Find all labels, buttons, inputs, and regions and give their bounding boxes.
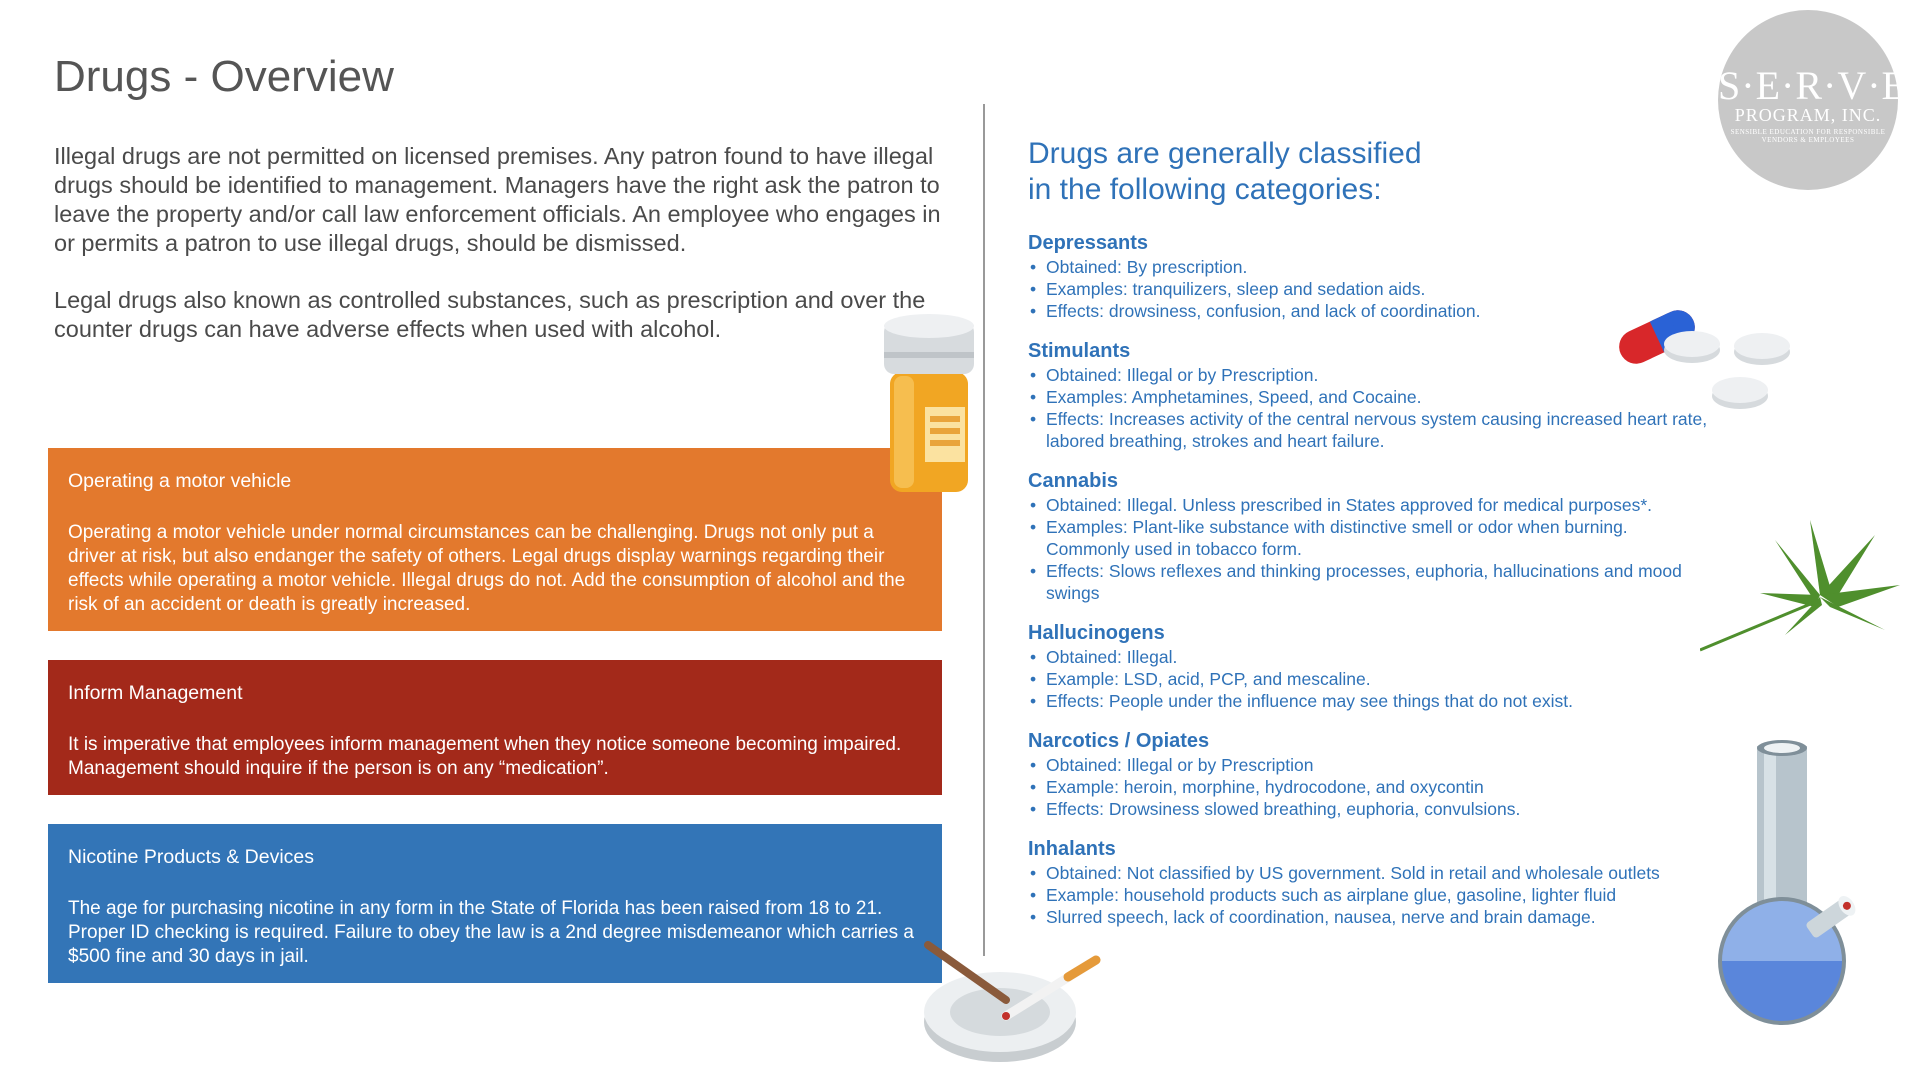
category-item: • Effects: People under the influence may see things that do not exist. [1028, 690, 1708, 712]
category-item: • Effects: Slows reflexes and thinking processes, euphoria, hallucinations and mood swings [1028, 560, 1708, 604]
category-item: • Examples: tranquilizers, sleep and sedation aids. [1028, 278, 1708, 300]
serve-logo: S·E·R·V·E PROGRAM, INC. SENSIBLE EDUCATION FOR RESPONSIBLE VENDORS & EMPLOYEES [1718, 10, 1898, 190]
category-list [1028, 232, 1708, 946]
capsule-pills-icon [1612, 292, 1812, 422]
category-narcotics [1028, 730, 1708, 820]
category-item: • Slurred speech, lack of coordination, nausea, nerve and brain damage. [1028, 906, 1708, 928]
category-name: Cannabis [1028, 470, 1119, 492]
motor-vehicle-box [48, 448, 942, 631]
cannabis-leaf-icon [1700, 515, 1905, 655]
category-depressants [1028, 232, 1708, 322]
column-divider [983, 104, 985, 956]
category-item: • Example: heroin, morphine, hydrocodone, and oxycontin [1028, 776, 1708, 798]
category-item: • Effects: Drowsiness slowed breathing, euphoria, convulsions. [1028, 798, 1708, 820]
category-cannabis [1028, 470, 1708, 604]
category-item: • Obtained: Illegal or by Prescription [1028, 754, 1708, 776]
category-item: • Effects: Increases activity of the central nervous system causing increased heart rate, labored breathing, strokes and heart failure. [1028, 408, 1708, 452]
nicotine-box [48, 824, 942, 983]
category-name: Depressants [1028, 232, 1149, 254]
box-body: It is imperative that employees inform management when they notice someone becoming impaired. Management should inquire if the person is on any “medication”. [68, 734, 902, 779]
category-item: • Obtained: By prescription. [1028, 256, 1708, 278]
category-inhalants [1028, 838, 1708, 928]
box-body: Operating a motor vehicle under normal circumstances can be challenging. Drugs not only put a driver at risk, but also endanger the safety of others. Legal drugs display warnings regarding their effects while operating a motor vehicle. Illegal drugs do not. Add the consumption of alcohol and the risk of an accident or death is greatly increased. [68, 522, 906, 615]
category-item: • Obtained: Not classified by US government. Sold in retail and wholesale outlets [1028, 862, 1708, 884]
category-item: • Obtained: Illegal. Unless prescribed in States approved for medical purposes*. [1028, 494, 1708, 516]
category-hallucinogens [1028, 622, 1708, 712]
category-item: • Examples: Plant-like substance with distinctive smell or odor when burning. Commonly used in tobacco form. [1028, 516, 1708, 560]
page-title: Drugs - Overview [54, 52, 394, 101]
category-name: Stimulants [1028, 340, 1131, 362]
inform-management-box [48, 660, 942, 795]
box-title: Inform Management [68, 682, 243, 704]
intro-text [54, 142, 944, 372]
intro-paragraph-2: Legal drugs also known as controlled substances, such as prescription and over the counter drugs can have adverse effects when used with alcohol. [54, 287, 926, 342]
box-title: Operating a motor vehicle [68, 470, 292, 492]
category-name: Narcotics / Opiates [1028, 730, 1210, 752]
category-item: • Example: household products such as airplane glue, gasoline, lighter fluid [1028, 884, 1708, 906]
ashtray-icon [918, 940, 1118, 1075]
box-body: The age for purchasing nicotine in any form in the State of Florida has been raised from 18 to 21. Proper ID checking is required. Failure to obey the law is a 2nd degree misdemeanor which carries a $500 fine and 30 days in jail. [68, 898, 914, 967]
category-item: • Examples: Amphetamines, Speed, and Cocaine. [1028, 386, 1708, 408]
category-name: Inhalants [1028, 838, 1116, 860]
bong-icon [1712, 736, 1862, 1036]
category-item: • Example: LSD, acid, PCP, and mescaline. [1028, 668, 1708, 690]
category-stimulants [1028, 340, 1708, 452]
box-title: Nicotine Products & Devices [68, 846, 315, 868]
category-item: • Obtained: Illegal. [1028, 646, 1708, 668]
classification-heading: Drugs are generally classified in the following categories: [1028, 137, 1422, 206]
pill-bottle-icon [880, 312, 980, 497]
category-item: • Obtained: Illegal or by Prescription. [1028, 364, 1708, 386]
category-item: • Effects: drowsiness, confusion, and lack of coordination. [1028, 300, 1708, 322]
intro-paragraph-1: Illegal drugs are not permitted on licensed premises. Any patron found to have illegal drugs should be identified to management. Managers have the right ask the patron to leave the property and/or call law enforcement officials. An employee who engages in or permits a patron to use illegal drugs, should be dismissed. [54, 143, 941, 256]
category-name: Hallucinogens [1028, 622, 1165, 644]
